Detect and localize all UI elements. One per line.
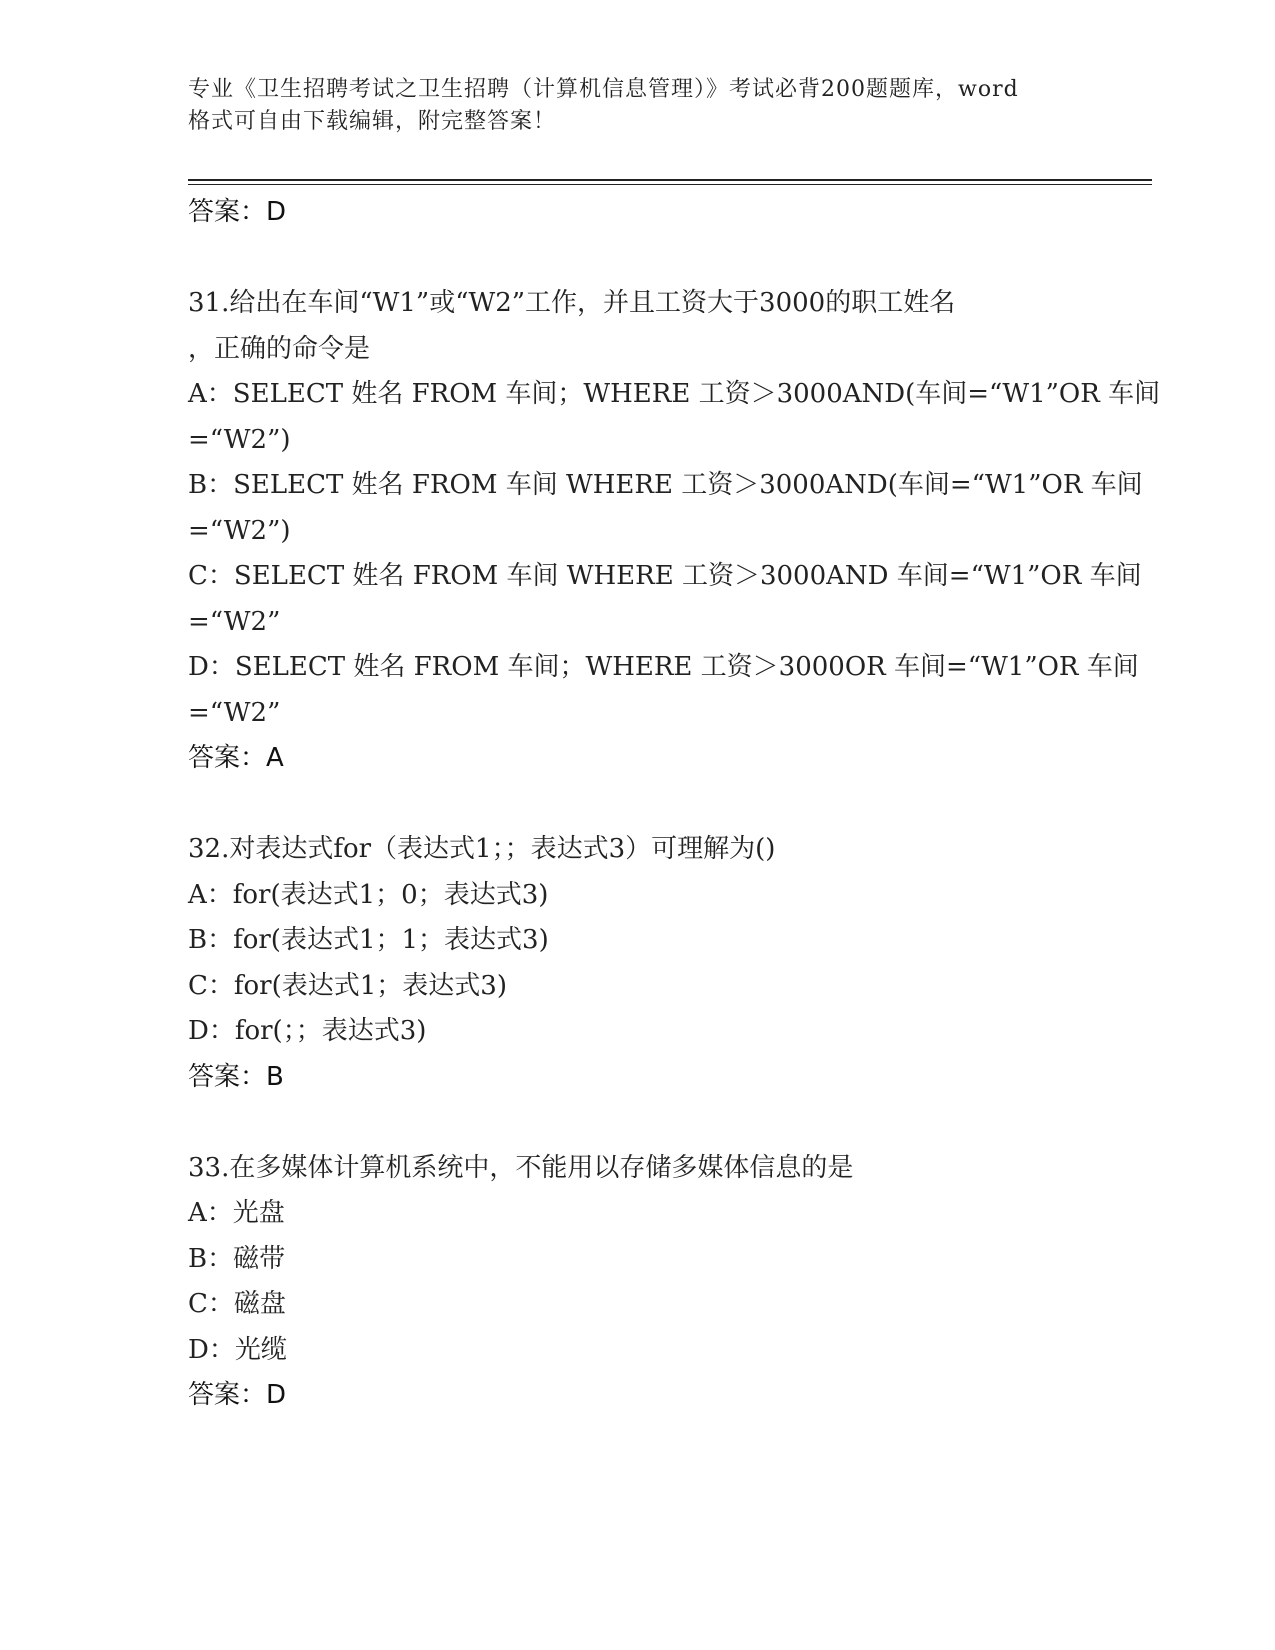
option-b: B：磁带 [188, 1243, 286, 1274]
question-content [188, 190, 1161, 1419]
question-32 [188, 827, 1088, 1100]
question-31 [188, 281, 1161, 782]
header-divider-thin [188, 184, 1152, 185]
option-b-continued: =“W2”) [188, 515, 291, 546]
option-a: A：光盘 [188, 1198, 285, 1228]
spacer [188, 782, 1088, 828]
option-c-continued: =“W2” [188, 606, 281, 637]
option-a: A：for(表达式1；0；表达式3) [188, 879, 549, 910]
option-d-continued: =“W2” [188, 697, 281, 728]
header-title-line-2: 格式可自由下载编辑，附完整答案！ [188, 109, 557, 134]
answer: 答案：B [188, 1061, 284, 1092]
header-title-line-1: 专业《卫生招聘考试之卫生招聘（计算机信息管理）》考试必背200题题库，word [188, 77, 1019, 102]
answer: 答案：D [188, 1380, 287, 1410]
previous-answer: 答案：D [188, 197, 287, 227]
question-33 [188, 1146, 1088, 1419]
question-stem: 33.在多媒体计算机系统中，不能用以存储多媒体信息的是 [188, 1152, 854, 1183]
question-stem: 31.给出在车间“W1”或“W2”工作，并且工资大于3000的职工姓名 [188, 288, 956, 318]
option-d: D：SELECT 姓名 FROM 车间；WHERE 工资＞3000OR 车间=“W1”OR 车间 [188, 652, 1139, 682]
option-a: A：SELECT 姓名 FROM 车间；WHERE 工资＞3000AND(车间=“W1”OR 车间 [188, 379, 1161, 409]
answer: 答案：A [188, 743, 284, 773]
option-c: C：SELECT 姓名 FROM 车间 WHERE 工资＞3000AND 车间=“W1”OR 车间 [188, 561, 1142, 591]
document-header [188, 74, 1088, 138]
option-d: D：for(；；表达式3) [188, 1016, 427, 1046]
question-stem: ，正确的命令是 [188, 333, 371, 364]
option-b: B：for(表达式1；1；表达式3) [188, 925, 549, 955]
question-stem: 32.对表达式for（表达式1；；表达式3）可理解为() [188, 834, 776, 864]
option-a-continued: =“W2”) [188, 424, 291, 455]
spacer [188, 236, 1088, 282]
header-divider-thick [188, 179, 1152, 181]
option-b: B：SELECT 姓名 FROM 车间 WHERE 工资＞3000AND(车间=“W1”OR 车间 [188, 470, 1143, 500]
option-c: C：磁盘 [188, 1289, 286, 1319]
option-d: D：光缆 [188, 1334, 287, 1365]
option-c: C：for(表达式1；表达式3) [188, 970, 507, 1001]
spacer [188, 1100, 1088, 1146]
